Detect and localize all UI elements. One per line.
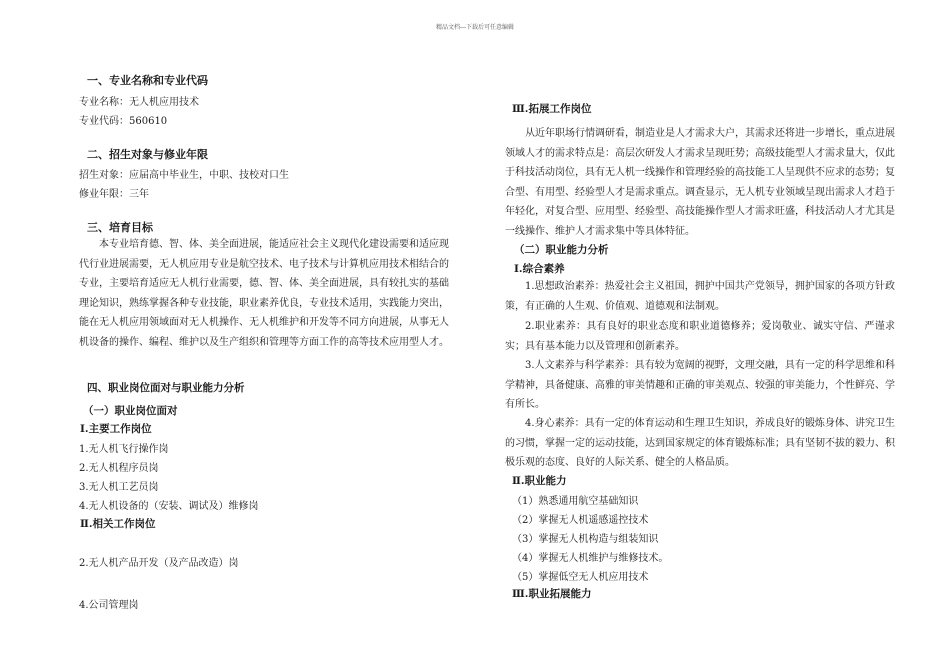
study-years: 修业年限：三年 [79,189,149,200]
section-4-title: 四、职业岗位面对与职业能力分析 [87,382,245,394]
section-1-title: 一、专业名称和专业代码 [87,74,208,87]
quality-title: Ⅰ.综合素养 [514,263,565,275]
ability-item: （3）掌握无人机构造与组装知识 [512,534,659,545]
ability-title: Ⅱ.职业能力 [512,475,567,487]
ability-item: （2）掌握无人机遥感遥控技术 [512,515,649,526]
enrollment-target: 招生对象：应届高中毕业生，中职、技校对口生 [79,170,289,181]
main-jobs-title: Ⅰ.主要工作岗位 [80,423,152,435]
ability-item: （1）熟悉通用航空基础知识 [512,496,639,507]
ability-item: （5）掌握低空无人机应用技术 [512,572,649,583]
quality-item: 3.人文素养与科学素养：具有较为宽阔的视野，文理交融，具有一定的科学思维和科学精神，具备健康、高雅的审美情趣和正确的审美观点、较强的审美能力，个性鲜亮、学有所长。 [505,360,895,411]
career-expansion-title: Ⅲ.职业拓展能力 [512,588,592,600]
related-job-item: 2.无人机产品开发（及产品改造）岗 [79,558,239,569]
related-job-item: 4.公司管理岗 [79,600,139,611]
training-goal-paragraph: 本专业培育德、智、体、美全面进展，能适应社会主义现代化建设需要和适应现代行业进展需要，无人机应用专业是航空技术、电子技术与计算机应用技术相结合的专业，主要培育适应无人机行业需要，德、智、体、美全面进展，具有较扎实的基础理论知识，熟练掌握各种专业技能，职业素养优良，专业技术适用，实践能力突出，能在无人机应用领域面对无人机操作、无人机维护和开发等不同方向进展，从事无人机设备的操作、编程、维护以及生产组织和管理等方面工作的高等技术应用型人才。 [79,239,449,348]
subsection-job-positions: （一）职业岗位面对 [83,405,178,417]
page-header: 精品文档---下载后可任意编辑 [435,24,515,31]
quality-item: 1.思想政治素养：热爱社会主义祖国，拥护中国共产党领导，拥护国家的各项方针政策，有正确的人生观、价值观、道德观和法制观。 [505,281,895,312]
major-name: 专业名称：无人机应用技术 [79,97,199,108]
main-job-item: 2.无人机程序员岗 [79,463,159,474]
subsection-ability-analysis: （二）职业能力分析 [514,244,609,256]
main-job-item: 4.无人机设备的（安装、调试及）维修岗 [79,501,259,512]
ability-item: （4）掌握无人机维护与维修技术。 [512,553,669,564]
quality-item: 4.身心素养：具有一定的体育运动和生理卫生知识，养成良好的锻炼身体、讲究卫生的习惯，掌握一定的运动技能，达到国家规定的体育锻炼标准；具有坚韧不拔的毅力、积极乐观的态度、良好的人际关系、健全的人格品质。 [505,418,895,469]
main-job-item: 1.无人机飞行操作岗 [79,444,169,455]
section-2-title: 二、招生对象与修业年限 [87,148,208,161]
section-3-title: 三、培育目标 [87,221,153,234]
extended-jobs-title: Ⅲ.拓展工作岗位 [512,103,592,115]
related-jobs-title: Ⅱ.相关工作岗位 [80,518,156,530]
main-job-item: 3.无人机工艺员岗 [79,482,159,493]
quality-item: 2.职业素养：具有良好的职业态度和职业道德修养；爱岗敬业、诚实守信、严谨求实；具有基本能力以及管理和创新素养。 [505,321,895,352]
major-code: 专业代码：560610 [79,116,168,127]
market-analysis-paragraph: 从近年职场行情调研看，制造业是人才需求大户，其需求还将进一步增长，重点进展领域人才的需求特点是：高层次研发人才需求呈现旺势；高级技能型人才需求量大，仅此于科技活动岗位，具有无人机一线操作和管理经验的高技能工人呈现供不应求的态势；复合型、有用型、经验型人才是需求重点。调查显示，无人机专业领域呈现出需求人才趋于年轻化，对复合型、应用型、经验型、高技能操作型人才需求旺盛，科技活动人才尤其是一线操作、维护人才需求集中等具体特征。 [505,128,895,237]
